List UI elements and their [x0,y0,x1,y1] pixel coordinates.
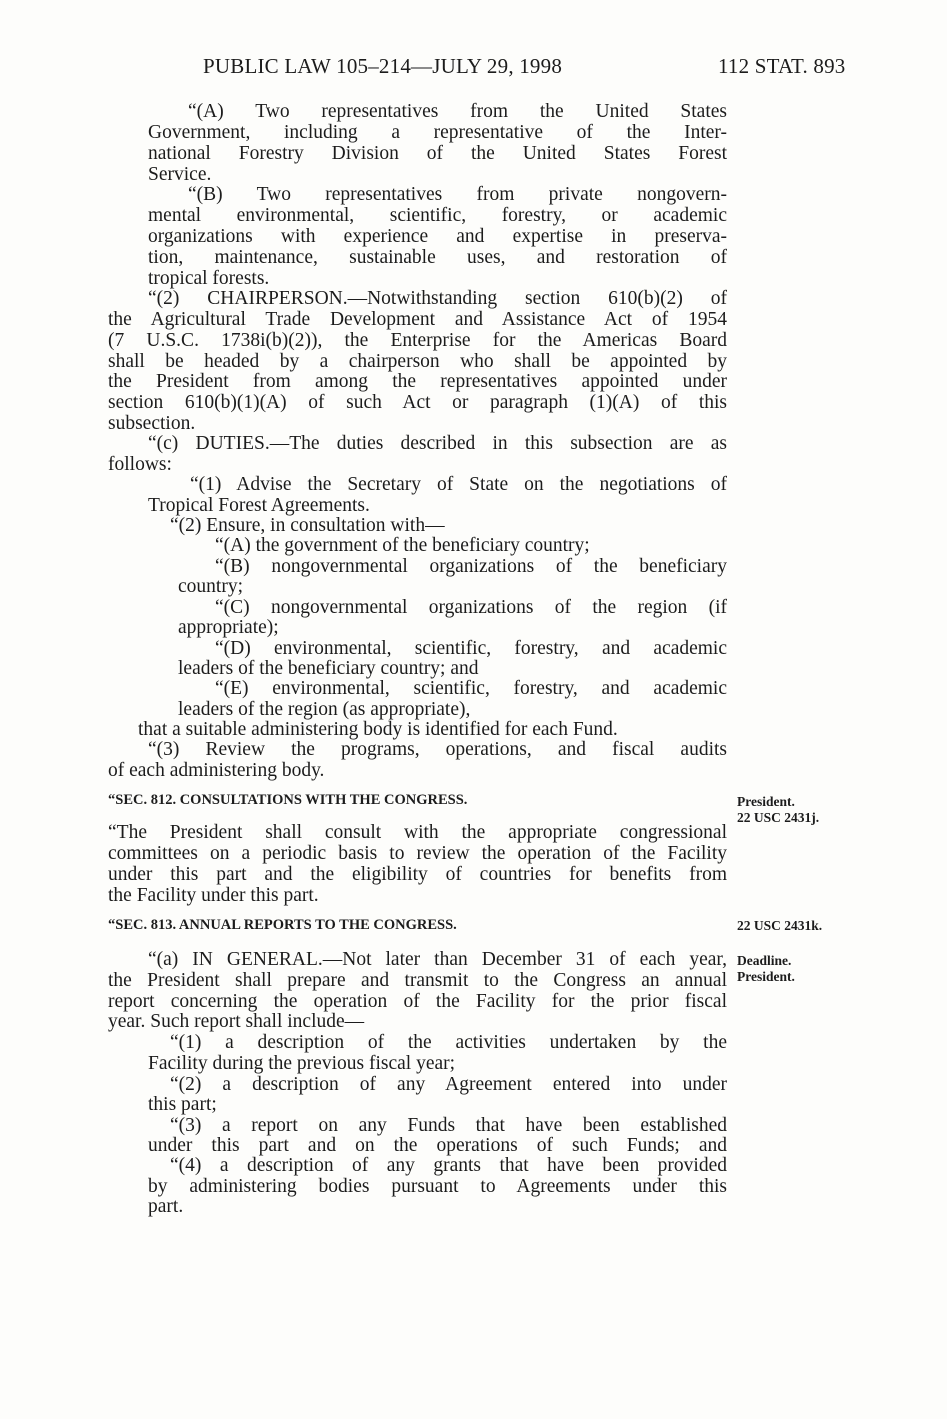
text-line: “(D) environmental, scientific, forestry, and academic [215,638,727,659]
margin-note-deadline: Deadline. [737,953,792,968]
text-line: “The President shall consult with the appropriate congressional [108,822,727,843]
text-line: shall be headed by a chairperson who shall be appointed by [108,351,727,372]
text-line: Service. [148,164,212,185]
text-line: organizations with experience and expertise in preserva- [148,226,727,247]
text-line: “(C) nongovernmental organizations of the region (if [215,597,727,618]
text-line: report concerning the operation of the Facility for the prior fiscal [108,991,727,1012]
page-statute-number: 112 STAT. 893 [718,54,846,78]
margin-note-usc-2431j: 22 USC 2431j. [737,810,820,825]
text-line: Government, including a representative of the Inter- [148,122,727,143]
text-line: “(a) IN GENERAL.—Not later than December 31 of each year, [148,949,727,970]
text-line: tion, maintenance, sustainable uses, and restoration of [148,247,727,268]
text-line: (7 U.S.C. 1738i(b)(2)), the Enterprise for the Americas Board [108,330,727,351]
text-line: committees on a periodic basis to review the operation of the Facility [108,843,727,864]
text-line: section 610(b)(1)(A) of such Act or paragraph (1)(A) of this [108,392,727,413]
text-line: “(1) a description of the activities undertaken by the [170,1032,727,1053]
text-line: “(3) Review the programs, operations, and fiscal audits [148,739,727,760]
margin-note-president-2: President. [737,969,795,984]
text-line: “(B) nongovernmental organizations of the beneficiary [215,556,727,577]
text-line: the President shall prepare and transmit to the Congress an annual [108,970,727,991]
text-line: that a suitable administering body is identified for each Fund. [138,719,618,740]
text-line: “(2) CHAIRPERSON.—Notwithstanding section 610(b)(2) of [148,288,727,309]
text-line: “(A) Two representatives from the United States [188,101,727,122]
text-line: leaders of the region (as appropriate), [178,699,471,720]
text-line: “(c) DUTIES.—The duties described in this subsection are as [148,433,727,454]
text-line: part. [148,1196,184,1217]
text-line: country; [178,576,243,597]
text-line: leaders of the beneficiary country; and [178,658,479,679]
text-line: this part; [148,1094,217,1115]
text-line: “(E) environmental, scientific, forestry, and academic [215,678,727,699]
text-line: “(A) the government of the beneficiary country; [215,535,590,556]
text-line: tropical forests. [148,268,270,289]
text-line: “(B) Two representatives from private nongovern- [188,184,727,205]
text-line: the President from among the representatives appointed under [108,371,727,392]
text-line: Facility during the previous fiscal year; [148,1053,456,1074]
text-line: national Forestry Division of the United States Forest [148,143,727,164]
text-line: by administering bodies pursuant to Agreements under this [148,1176,727,1197]
text-line: “(4) a description of any grants that have been provided [170,1155,727,1176]
margin-note-usc-2431k: 22 USC 2431k. [737,918,823,933]
text-line: follows: [108,454,172,475]
running-header-title: PUBLIC LAW 105–214—JULY 29, 1998 [203,54,563,78]
text-line: the Facility under this part. [108,885,319,906]
margin-note-president: President. [737,794,795,809]
text-line: “(1) Advise the Secretary of State on the negotiations of [190,474,727,495]
text-line: “(2) Ensure, in consultation with— [170,515,445,536]
section-813-heading: “SEC. 813. ANNUAL REPORTS TO THE CONGRESS. [108,917,457,933]
text-line: Tropical Forest Agreements. [148,495,370,516]
text-line: appropriate); [178,617,279,638]
text-line: under this part and on the operations of such Funds; and [148,1135,727,1156]
text-line: “(3) a report on any Funds that have been established [170,1115,727,1136]
text-line: year. Such report shall include— [108,1011,365,1032]
text-line: the Agricultural Trade Development and Assistance Act of 1954 [108,309,727,330]
section-812-heading: “SEC. 812. CONSULTATIONS WITH THE CONGRESS. [108,792,468,808]
text-line: of each administering body. [108,760,325,781]
text-line: mental environmental, scientific, forestry, or academic [148,205,727,226]
text-line: “(2) a description of any Agreement entered into under [170,1074,727,1095]
text-line: under this part and the eligibility of countries for benefits from [108,864,727,885]
text-line: subsection. [108,413,196,434]
